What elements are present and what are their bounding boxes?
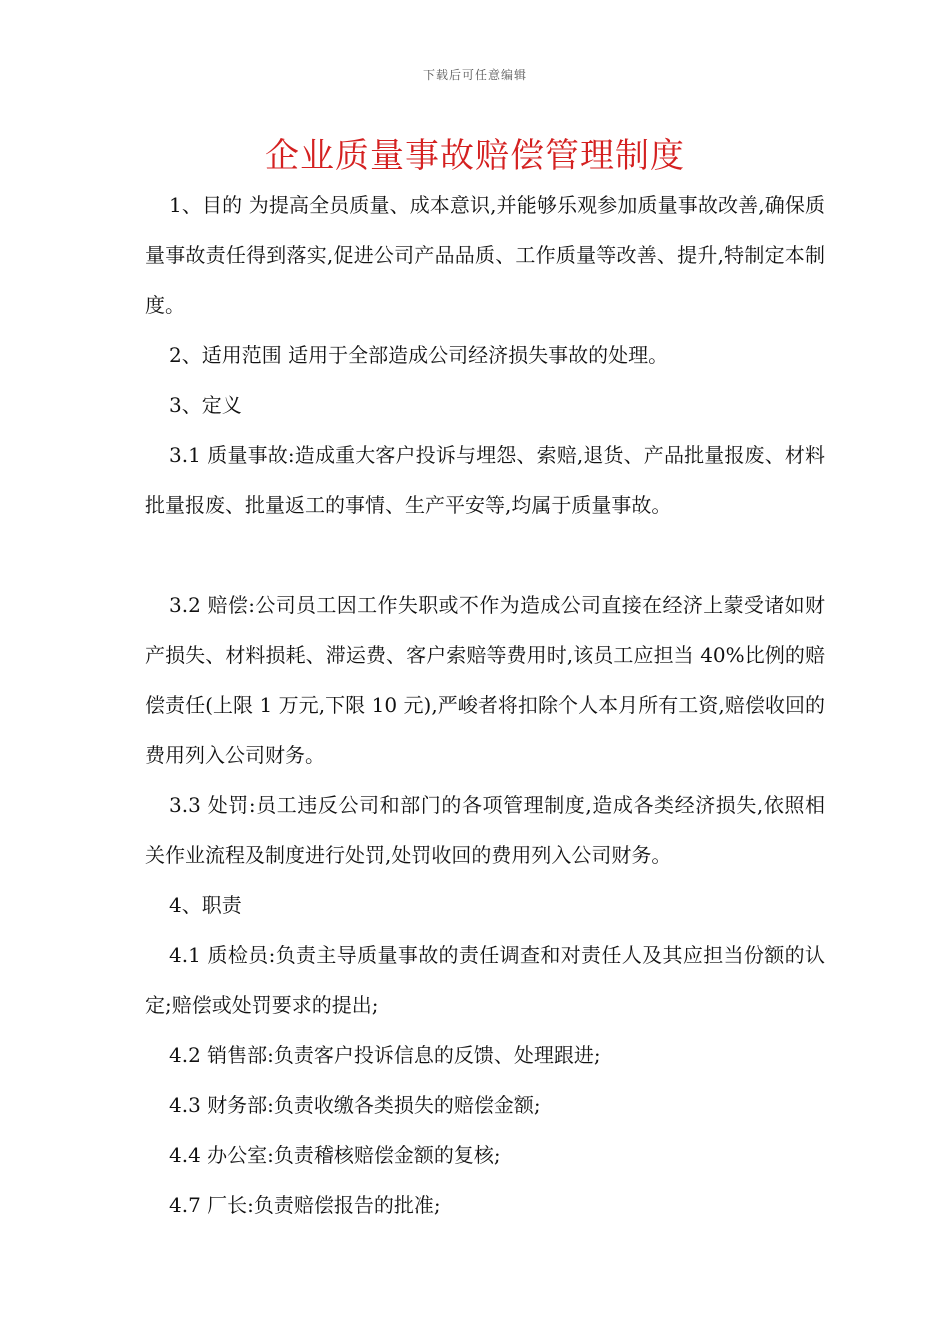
paragraph-gap xyxy=(145,530,825,580)
paragraph-finance: 4.3 财务部:负责收缴各类损失的赔偿金额; xyxy=(169,1093,541,1117)
paragraph-definitions-heading: 3、定义 xyxy=(169,393,242,417)
paragraph-responsibilities-heading: 4、职责 xyxy=(169,893,242,917)
document-body xyxy=(145,180,825,1230)
paragraph-scope: 2、适用范围 适用于全部造成公司经济损失事故的处理。 xyxy=(169,343,669,367)
paragraph-compensation: 3.2 赔偿:公司员工因工作失职或不作为造成公司直接在经济上蒙受诸如财产损失、材料损耗、滞运费、客户索赔等费用时,该员工应担当 40%比例的赔偿责任(上限 1 万元,下限 10 元),严峻者将扣除个人本月所有工资,赔偿收回的费用列入公司财务。 xyxy=(145,593,825,767)
paragraph-office: 4.4 办公室:负责稽核赔偿金额的复核; xyxy=(169,1143,501,1167)
paragraph-purpose: 1、目的 为提高全员质量、成本意识,并能够乐观参加质量事故改善,确保质量事故责任得到落实,促进公司产品品质、工作质量等改善、提升,特制定本制度。 xyxy=(145,193,825,317)
paragraph-inspector: 4.1 质检员:负责主导质量事故的责任调查和对责任人及其应担当份额的认定;赔偿或处罚要求的提出; xyxy=(145,943,825,1017)
paragraph-quality-accident: 3.1 质量事故:造成重大客户投诉与埋怨、索赔,退货、产品批量报废、材料批量报废、批量返工的事情、生产平安等,均属于质量事故。 xyxy=(145,443,825,517)
paragraph-factory-director: 4.7 厂长:负责赔偿报告的批准; xyxy=(169,1193,441,1217)
paragraph-sales: 4.2 销售部:负责客户投诉信息的反馈、处理跟进; xyxy=(169,1043,601,1067)
paragraph-penalty: 3.3 处罚:员工违反公司和部门的各项管理制度,造成各类经济损失,依照相关作业流程及制度进行处罚,处罚收回的费用列入公司财务。 xyxy=(145,793,825,867)
document-title: 企业质量事故赔偿管理制度 xyxy=(265,136,685,176)
header-note: 下载后可任意编辑 xyxy=(422,68,527,82)
